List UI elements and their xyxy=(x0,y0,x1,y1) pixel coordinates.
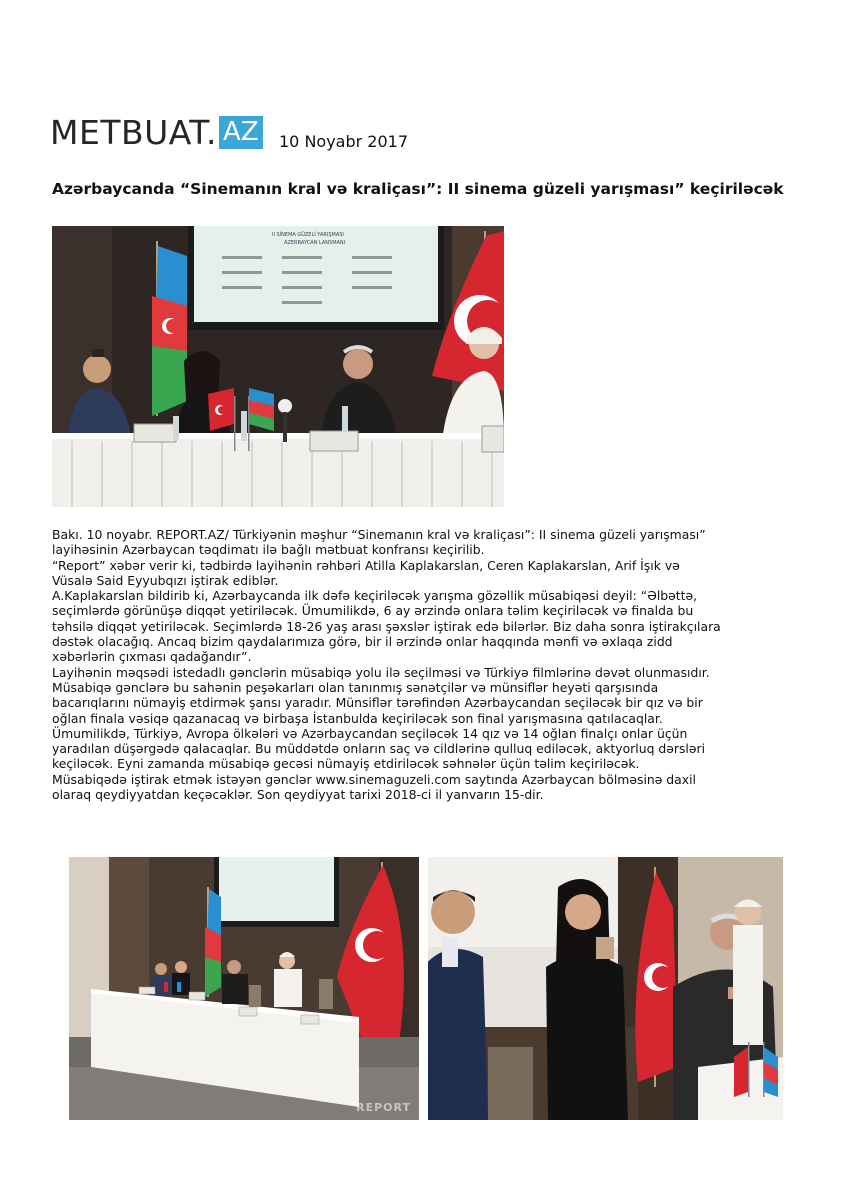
article-line: seçimlərdə görünüşə diqqət yetiriləcək. Ümumilikdə, 6 ay ərzində onlara təlim keçiriləcək və finalda bu xyxy=(52,603,694,619)
article-line: layihəsinin Azərbaycan təqdimatı ilə bağlı mətbuat konfransı keçirilib. xyxy=(52,542,485,558)
article-line: Bakı. 10 noyabr. REPORT.AZ/ Türkiyənin məşhur “Sinemanın kral və kraliçası”: II sinema güzeli yarışması” xyxy=(52,527,706,542)
article-line: xəbərlərin çıxması qadağandır”. xyxy=(52,649,252,665)
article-line: Vüsalə Said Eyyubqızı iştirak ediblər. xyxy=(52,572,279,588)
article-line: Müsabiqədə iştirak etmək istəyən gənclər www.sinemaguzeli.com saytında Azərbaycan bölməsinə daxil xyxy=(52,771,696,787)
logo-wordmark: METBUAT. xyxy=(50,112,218,152)
article-line: dəstək olacağıq. Ancaq bizim qaydalarımıza görə, bir il ərzində onlar haqqında mənfi və əxlaqa zidd xyxy=(52,634,673,650)
article-line: oğlan finala vəsiqə qazanacaq və birbaşa İstanbulda keçiriləcək son final yarışmasına qatılacaqlar. xyxy=(52,710,663,726)
participants-photo xyxy=(428,857,783,1120)
article-body xyxy=(52,527,792,802)
screen-title-1: II SİNEMA GÜZELİ YARIŞMASI xyxy=(272,232,344,238)
article-line: A.Kaplakarslan bildirib ki, Azərbaycanda ilk dəfə keçiriləcək yarışma gözəllik müsabiqəsi deyil: “Əlbəttə, xyxy=(52,588,698,604)
article-line: yaradılan düşərgədə qalacaqlar. Bu müddətdə onların saç və cildlərinə qulluq ediləcək, aktyorluq dərsləri xyxy=(52,741,706,757)
article-line: Layihənin məqsədi istedadlı gənclərin müsabiqə yolu ilə seçilməsi və Türkiyə filmlərinə dəvət olunmasıdır. xyxy=(52,664,710,680)
article-line: bacarıqlarını nümayiş etdirmək şansı yaradır. Münsiflər tərəfindən Azərbaycandan seçiləcək bir qız və bir xyxy=(52,695,703,711)
article-line: olaraq qeydiyyatdan keçəcəklər. Son qeydiyyat tarixi 2018-ci il yanvarın 15-dir. xyxy=(52,787,544,803)
article-line: təhsilə diqqət yetiriləcək. Seçimlərdə 18-26 yaş arası şəxslər iştirak edə bilərlər. Biz daha sonra iştirakçılara xyxy=(52,618,721,634)
logo-az-badge: AZ xyxy=(219,116,263,149)
publication-date: 10 Noyabr 2017 xyxy=(279,132,409,151)
article-line: Müsabiqə gənclərə bu sahənin peşəkarları olan tanınmış sənətçilər və münsiflər heyəti qarşısında xyxy=(52,679,659,695)
conference-room-photo xyxy=(69,857,419,1120)
article-line: Ümumilikdə, Türkiyə, Avropa ölkələri və Azərbaycandan seçiləcək 14 qız və 14 oğlan finalçı onlar üçün xyxy=(52,725,688,741)
metbuat-logo[interactable] xyxy=(50,112,263,152)
article-headline: Azərbaycanda “Sinemanın kral və kraliçası”: II sinema güzeli yarışması” keçiriləcək xyxy=(52,180,784,198)
article-line: keçiləcək. Eyni zamanda müsabiqə gecəsi nümayiş etdiriləcək səhnələr üçün təlim keçiriləcək. xyxy=(52,756,640,772)
screen-title-2: AZERBAYCAN LANSMANI xyxy=(284,240,346,246)
report-watermark: REPORT xyxy=(356,1101,411,1114)
press-conference-photo xyxy=(52,226,504,507)
article-line: “Report” xəbər verir ki, tədbirdə layihənin rəhbəri Atilla Kaplakarslan, Ceren Kaplakarslan, Arif İşık və xyxy=(52,557,680,573)
